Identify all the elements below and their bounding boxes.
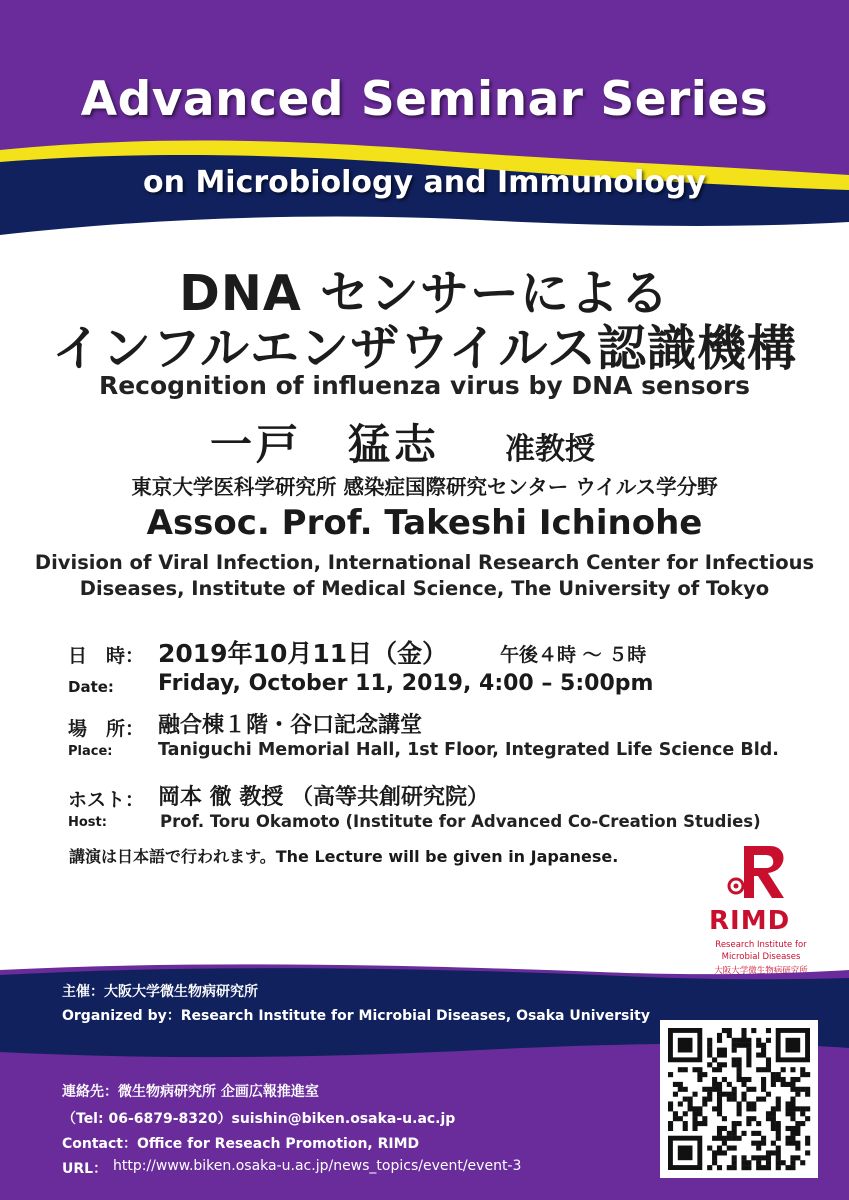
contact-tel-email[interactable]: （Tel: 06-6879-8320）suishin@biken.osaka-u.ac.jp <box>62 1111 456 1127</box>
contact-en: Contact：Office for Reseach Promotion, RIMD <box>62 1136 420 1152</box>
url-label: URL： <box>62 1161 108 1177</box>
speaker-title-jp: 准教授 <box>505 432 595 467</box>
talk-title-jp-line1: DNA センサーによる <box>179 265 670 322</box>
url-link[interactable]: http://www.biken.osaka-u.ac.jp/news_topics/event/event-3 <box>113 1158 522 1174</box>
contact-jp: 連絡先：微生物病研究所 企画広報推進室 <box>62 1084 319 1100</box>
place-label-jp: 場 所： <box>68 718 145 740</box>
host-label-jp: ホスト： <box>68 789 145 811</box>
rimd-logo-text: RIMD <box>709 906 791 936</box>
place-label-en: Place: <box>68 744 113 759</box>
speaker-name-en: Assoc. Prof. Takeshi Ichinohe <box>146 503 703 543</box>
rimd-logo-subtitle-1: Research Institute for <box>715 940 807 950</box>
organizer-jp: 主催：大阪大学微生物病研究所 <box>62 984 258 1000</box>
talk-title-en: Recognition of influenza virus by DNA sensors <box>98 371 751 400</box>
speaker-affiliation-en-line1: Division of Viral Infection, International Research Center for Infectious <box>34 551 815 574</box>
place-value-jp: 融合棟１階・谷口記念講堂 <box>158 713 423 738</box>
date-value-en: Friday, October 11, 2019, 4:00 – 5:00pm <box>158 671 654 696</box>
speaker-name-jp: 一戸 猛志 <box>210 420 441 469</box>
qr-code-icon[interactable] <box>660 1020 818 1178</box>
series-title: Advanced Seminar Series <box>80 72 769 127</box>
rimd-logo-subtitle-2: Microbial Diseases <box>721 952 801 962</box>
rimd-logo-icon <box>722 838 792 904</box>
time-value-jp: 午後４時 ～ ５時 <box>500 644 647 666</box>
date-label-en: Date: <box>68 678 114 696</box>
qr-code-container <box>660 1020 818 1178</box>
date-label-jp: 日 時： <box>68 645 145 667</box>
rimd-logo-subtitle-3: 大阪大学微生物病研究所 <box>714 966 808 976</box>
speaker-affiliation-en-line2: Diseases, Institute of Medical Science, The University of Tokyo <box>79 577 770 600</box>
speaker-affiliation-jp: 東京大学医科学研究所 感染症国際研究センター ウイルス学分野 <box>131 475 718 499</box>
date-value-jp: 2019年10月11日（金） <box>158 639 448 668</box>
host-value-en: Prof. Toru Okamoto (Institute for Advanced Co-Creation Studies) <box>160 812 761 831</box>
host-value-jp: 岡本 徹 教授 （高等共創研究院） <box>158 785 489 810</box>
organizer-en: Organized by：Research Institute for Microbial Diseases, Osaka University <box>62 1008 650 1024</box>
place-value-en: Taniguchi Memorial Hall, 1st Floor, Integrated Life Science Bld. <box>158 740 779 760</box>
language-note: 講演は日本語で行われます。The Lecture will be given in Japanese. <box>69 847 619 866</box>
host-label-en: Host: <box>68 815 107 830</box>
series-subtitle: on Microbiology and Immunology <box>143 165 706 200</box>
talk-title-jp-line2: インフルエンザウイルス認識機構 <box>51 320 798 377</box>
